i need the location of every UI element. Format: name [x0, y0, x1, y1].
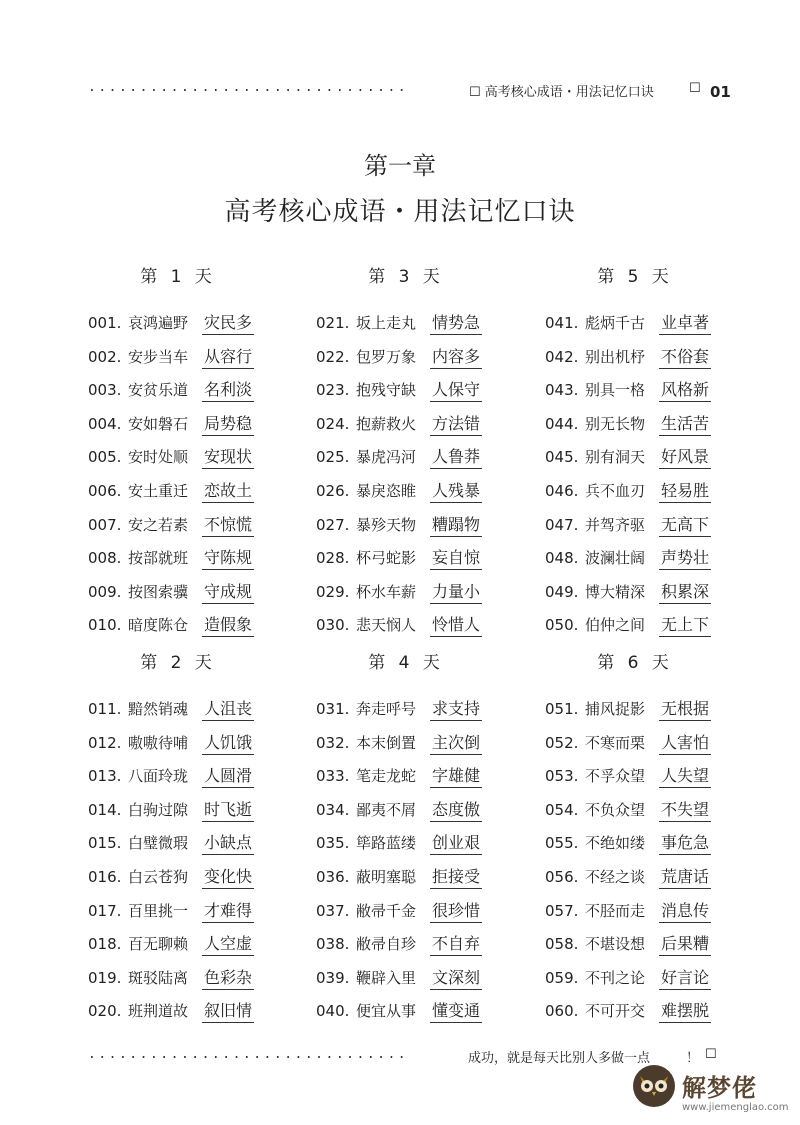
- entry-answer: 文深刻: [430, 965, 482, 990]
- entry-number: 033.: [316, 767, 350, 786]
- entry-answer: 求支持: [430, 696, 482, 721]
- page-number: 01: [710, 83, 731, 101]
- entry-answer: 不惊慌: [202, 512, 254, 537]
- entry-number: 032.: [316, 733, 350, 752]
- entry-answer: 人害怕: [659, 730, 711, 755]
- entry-idiom: 百里挑一: [128, 901, 189, 920]
- entry-number: 058.: [545, 935, 579, 954]
- entry-answer: 人空虚: [202, 931, 254, 956]
- list-item: [88, 579, 318, 609]
- list-item: [88, 444, 318, 474]
- entry-answer: 内容多: [430, 344, 482, 369]
- list-item: [545, 797, 775, 827]
- entry-number: 003.: [88, 381, 122, 400]
- list-item: [316, 830, 546, 860]
- entry-idiom: 鞭辟入里: [356, 968, 417, 987]
- list-item: [88, 545, 318, 575]
- watermark-url: www.jiemenglao.com: [682, 1102, 789, 1113]
- entry-number: 047.: [545, 515, 579, 534]
- header-title-text: 高考核心成语・用法记忆口诀: [484, 85, 654, 100]
- entry-idiom: 安之若素: [128, 515, 189, 534]
- entry-idiom: 伯仲之间: [585, 616, 646, 635]
- watermark: [632, 1062, 792, 1118]
- entry-idiom: 不寒而栗: [585, 733, 646, 752]
- entry-answer: 人失望: [659, 763, 711, 788]
- entry-answer: 业卓著: [659, 310, 711, 335]
- entry-idiom: 捕风捉影: [585, 700, 646, 718]
- entry-idiom: 便宜从事: [356, 1002, 417, 1021]
- entry-answer: 难摆脱: [659, 998, 711, 1023]
- entry-idiom: 杯水车薪: [356, 582, 417, 601]
- day-label: 第 3 天: [368, 267, 444, 287]
- entry-idiom: 白云苍狗: [128, 868, 189, 886]
- entry-number: 053.: [545, 767, 579, 786]
- header-box-right: ☐: [689, 81, 701, 96]
- entry-number: 039.: [316, 968, 350, 987]
- entry-idiom: 八面玲珑: [128, 767, 189, 786]
- list-item: [316, 612, 546, 642]
- entry-number: 044.: [545, 414, 579, 433]
- entry-answer: 情势急: [430, 310, 482, 335]
- entry-idiom: 本末倒置: [356, 733, 417, 752]
- day-label: 第 4 天: [368, 653, 444, 673]
- entry-answer: 色彩杂: [202, 965, 254, 990]
- list-item: [545, 931, 775, 961]
- entry-idiom: 不负众望: [585, 800, 646, 819]
- entry-number: 002.: [88, 347, 122, 366]
- entry-answer: 主次倒: [430, 730, 482, 755]
- list-item: [316, 965, 546, 995]
- entry-number: 049.: [545, 582, 579, 601]
- list-item: [316, 931, 546, 961]
- entry-answer: 创业艰: [430, 830, 482, 855]
- entry-idiom: 暴殄天物: [356, 515, 417, 534]
- entry-answer: 怜惜人: [430, 612, 482, 637]
- entry-number: 035.: [316, 834, 350, 853]
- entry-answer: 小缺点: [202, 830, 254, 855]
- entry-idiom: 鄙夷不屑: [356, 800, 417, 819]
- entry-answer: 方法错: [430, 411, 482, 436]
- entry-number: 042.: [545, 347, 579, 366]
- day-label: 第 5 天: [597, 267, 673, 287]
- entry-number: 013.: [88, 767, 122, 786]
- list-item: [88, 512, 318, 542]
- watermark-brand: 解梦佬: [682, 1073, 757, 1102]
- entry-number: 059.: [545, 968, 579, 987]
- page-header: [88, 80, 738, 104]
- list-item: [316, 545, 546, 575]
- list-item: [545, 512, 775, 542]
- entry-number: 030.: [316, 616, 350, 635]
- list-item: [545, 830, 775, 860]
- list-item: [316, 696, 546, 726]
- entry-answer: 人鲁莽: [430, 444, 482, 469]
- list-item: [88, 830, 318, 860]
- entry-answer: 不自弃: [430, 931, 482, 956]
- entry-number: 025.: [316, 448, 350, 467]
- entry-number: 024.: [316, 414, 350, 433]
- entry-idiom: 暗度陈仓: [128, 616, 189, 635]
- entry-idiom: 按部就班: [128, 549, 189, 568]
- list-item: [545, 579, 775, 609]
- entry-idiom: 别有洞天: [585, 448, 646, 467]
- entry-idiom: 悲天悯人: [356, 616, 417, 635]
- entry-answer: 人保守: [430, 377, 482, 402]
- entry-number: 006.: [88, 482, 122, 500]
- entry-number: 054.: [545, 800, 579, 819]
- entry-number: 046.: [545, 482, 579, 500]
- entry-answer: 人圆滑: [202, 763, 254, 788]
- entry-answer: 守成规: [202, 579, 254, 604]
- entry-idiom: 百无聊赖: [128, 935, 189, 954]
- entry-number: 028.: [316, 549, 350, 568]
- list-item: [545, 898, 775, 928]
- list-item: [316, 998, 546, 1028]
- list-item: [316, 763, 546, 793]
- entry-number: 034.: [316, 800, 350, 819]
- entry-idiom: 并驾齐驱: [585, 515, 646, 534]
- entry-idiom: 不堪设想: [585, 935, 646, 954]
- list-item: [88, 898, 318, 928]
- entry-number: 020.: [88, 1002, 122, 1021]
- entry-number: 011.: [88, 700, 122, 718]
- entry-number: 060.: [545, 1002, 579, 1021]
- entry-idiom: 包罗万象: [356, 347, 417, 366]
- entry-idiom: 蔽明塞聪: [356, 868, 417, 886]
- entry-idiom: 嗷嗷待哺: [128, 733, 189, 752]
- list-item: [545, 545, 775, 575]
- entry-idiom: 哀鸿遍野: [128, 314, 189, 332]
- list-item: [545, 998, 775, 1028]
- list-item: [316, 512, 546, 542]
- footer-slogan: 成功，就是每天比别人多做一点: [468, 1051, 651, 1066]
- entry-idiom: 彪炳千古: [585, 314, 646, 332]
- entry-answer: 很珍惜: [430, 898, 482, 923]
- entry-number: 018.: [88, 935, 122, 954]
- entry-number: 029.: [316, 582, 350, 601]
- day-label: 第 2 天: [140, 653, 216, 673]
- entry-answer: 从容行: [202, 344, 254, 369]
- list-item: [316, 579, 546, 609]
- list-item: [88, 612, 318, 642]
- entry-number: 007.: [88, 515, 122, 534]
- entry-answer: 时飞逝: [202, 797, 254, 822]
- entry-number: 051.: [545, 700, 579, 718]
- entry-answer: 名利淡: [202, 377, 254, 402]
- entry-answer: 好言论: [659, 965, 711, 990]
- entry-idiom: 抱薪救火: [356, 414, 417, 433]
- entry-idiom: 不孚众望: [585, 767, 646, 786]
- entry-number: 040.: [316, 1002, 350, 1021]
- list-item: [545, 965, 775, 995]
- entry-answer: 轻易胜: [659, 478, 711, 503]
- list-item: [545, 411, 775, 441]
- entry-idiom: 波澜壮阔: [585, 549, 646, 568]
- list-item: [88, 344, 318, 374]
- entry-answer: 人残暴: [430, 478, 482, 503]
- entry-number: 021.: [316, 314, 350, 332]
- entry-idiom: 兵不血刃: [585, 482, 646, 500]
- entry-answer: 无根据: [659, 696, 711, 721]
- entry-number: 027.: [316, 515, 350, 534]
- entry-number: 041.: [545, 314, 579, 332]
- entry-answer: 局势稳: [202, 411, 254, 436]
- entry-number: 048.: [545, 549, 579, 568]
- list-item: [88, 377, 318, 407]
- entry-number: 019.: [88, 968, 122, 987]
- entry-answer: 不失望: [659, 797, 711, 822]
- header-dot-leader: ...............................: [88, 80, 409, 95]
- list-item: [88, 310, 318, 340]
- entry-number: 036.: [316, 868, 350, 886]
- page-title: 高考核心成语・用法记忆口诀: [224, 197, 576, 227]
- entry-number: 015.: [88, 834, 122, 853]
- entry-answer: 妄自惊: [430, 545, 482, 570]
- entry-number: 008.: [88, 549, 122, 568]
- list-item: [545, 344, 775, 374]
- list-item: [316, 310, 546, 340]
- entry-answer: 好风景: [659, 444, 711, 469]
- entry-answer: 造假象: [202, 612, 254, 637]
- entry-idiom: 按图索骥: [128, 582, 189, 601]
- entry-answer: 积累深: [659, 579, 711, 604]
- entry-number: 014.: [88, 800, 122, 819]
- entry-idiom: 博大精深: [585, 582, 646, 601]
- entry-idiom: 杯弓蛇影: [356, 549, 417, 568]
- footer-dot-leader: ...............................: [88, 1047, 409, 1062]
- entry-idiom: 安时处顺: [128, 448, 189, 467]
- entry-answer: 灾民多: [202, 310, 254, 335]
- entry-idiom: 不可开交: [585, 1002, 646, 1021]
- entry-answer: 无上下: [659, 612, 711, 637]
- entry-number: 038.: [316, 935, 350, 954]
- list-item: [316, 898, 546, 928]
- footer-exclaim: ！: [686, 1051, 700, 1066]
- list-item: [88, 965, 318, 995]
- entry-answer: 声势壮: [659, 545, 711, 570]
- entry-answer: 态度傲: [430, 797, 482, 822]
- entry-idiom: 白璧微瑕: [128, 834, 189, 853]
- entry-number: 017.: [88, 901, 122, 920]
- entry-answer: 后果糟: [659, 931, 711, 956]
- entry-number: 004.: [88, 414, 122, 433]
- entry-answer: 叙旧情: [202, 998, 254, 1023]
- entry-number: 056.: [545, 868, 579, 886]
- entry-idiom: 抱残守缺: [356, 381, 417, 400]
- entry-idiom: 别无长物: [585, 414, 646, 433]
- list-item: [545, 730, 775, 760]
- list-item: [88, 931, 318, 961]
- entry-idiom: 班荆道故: [128, 1002, 189, 1021]
- entry-idiom: 不胫而走: [585, 901, 646, 920]
- entry-number: 050.: [545, 616, 579, 635]
- day-label: 第 1 天: [140, 267, 216, 287]
- entry-idiom: 别具一格: [585, 381, 646, 400]
- list-item: [316, 478, 546, 508]
- entry-idiom: 笔走龙蛇: [356, 767, 417, 786]
- entry-idiom: 安土重迁: [128, 482, 189, 500]
- entry-number: 009.: [88, 582, 122, 601]
- entry-answer: 拒接受: [430, 864, 482, 889]
- footer-box: ☐: [705, 1047, 717, 1062]
- entry-idiom: 暴戾恣睢: [356, 482, 417, 500]
- entry-number: 005.: [88, 448, 122, 467]
- list-item: [316, 730, 546, 760]
- list-item: [545, 864, 775, 894]
- list-item: [316, 411, 546, 441]
- entry-number: 031.: [316, 700, 350, 718]
- entry-number: 052.: [545, 733, 579, 752]
- entry-answer: 恋故土: [202, 478, 254, 503]
- entry-idiom: 暴虎冯河: [356, 448, 417, 467]
- list-item: [316, 444, 546, 474]
- entry-number: 022.: [316, 347, 350, 366]
- entry-number: 016.: [88, 868, 122, 886]
- entry-answer: 字雄健: [430, 763, 482, 788]
- list-item: [545, 478, 775, 508]
- entry-answer: 不俗套: [659, 344, 711, 369]
- list-item: [88, 864, 318, 894]
- entry-idiom: 不刊之论: [585, 968, 646, 987]
- entry-idiom: 坂上走丸: [356, 314, 417, 332]
- entry-idiom: 安贫乐道: [128, 381, 189, 400]
- list-item: [545, 444, 775, 474]
- list-item: [545, 763, 775, 793]
- list-item: [545, 310, 775, 340]
- entry-number: 037.: [316, 901, 350, 920]
- entry-number: 057.: [545, 901, 579, 920]
- entry-idiom: 敝帚自珍: [356, 935, 417, 954]
- entry-answer: 人沮丧: [202, 696, 254, 721]
- header-title: [469, 81, 654, 100]
- entry-answer: 变化快: [202, 864, 254, 889]
- list-item: [316, 377, 546, 407]
- entry-idiom: 筚路蓝缕: [356, 834, 417, 853]
- header-box-left: ☐: [469, 85, 481, 100]
- list-item: [88, 763, 318, 793]
- entry-idiom: 安步当车: [128, 347, 189, 366]
- entry-idiom: 安如磐石: [128, 414, 189, 433]
- day-label: 第 6 天: [597, 653, 673, 673]
- entry-idiom: 不绝如缕: [585, 834, 646, 853]
- entry-answer: 才难得: [202, 898, 254, 923]
- list-item: [88, 730, 318, 760]
- entry-number: 055.: [545, 834, 579, 853]
- entry-idiom: 白驹过隙: [128, 800, 189, 819]
- list-item: [545, 377, 775, 407]
- entry-answer: 人饥饿: [202, 730, 254, 755]
- chapter-heading: 第一章: [364, 152, 436, 180]
- list-item: [316, 797, 546, 827]
- list-item: [88, 998, 318, 1028]
- entry-answer: 力量小: [430, 579, 482, 604]
- owl-logo-icon: [632, 1064, 676, 1108]
- entry-number: 026.: [316, 482, 350, 500]
- entry-answer: 生活苦: [659, 411, 711, 436]
- entry-number: 045.: [545, 448, 579, 467]
- entry-number: 012.: [88, 733, 122, 752]
- list-item: [88, 696, 318, 726]
- entry-number: 023.: [316, 381, 350, 400]
- list-item: [316, 344, 546, 374]
- list-item: [88, 797, 318, 827]
- entry-answer: 懂变通: [430, 998, 482, 1023]
- list-item: [545, 612, 775, 642]
- entry-answer: 消息传: [659, 898, 711, 923]
- entry-number: 010.: [88, 616, 122, 635]
- list-item: [88, 411, 318, 441]
- entry-number: 001.: [88, 314, 122, 332]
- entry-idiom: 别出机杼: [585, 347, 646, 366]
- list-item: [545, 696, 775, 726]
- entry-answer: 安现状: [202, 444, 254, 469]
- entry-number: 043.: [545, 381, 579, 400]
- list-item: [88, 478, 318, 508]
- entry-answer: 无高下: [659, 512, 711, 537]
- entry-idiom: 黯然销魂: [128, 700, 189, 718]
- entry-idiom: 敝帚千金: [356, 901, 417, 920]
- entry-idiom: 斑驳陆离: [128, 968, 189, 987]
- entry-answer: 荒唐话: [659, 864, 711, 889]
- entry-answer: 糟蹋物: [430, 512, 482, 537]
- entry-idiom: 奔走呼号: [356, 700, 417, 718]
- entry-answer: 守陈规: [202, 545, 254, 570]
- entry-answer: 风格新: [659, 377, 711, 402]
- entry-idiom: 不经之谈: [585, 868, 646, 886]
- entry-answer: 事危急: [659, 830, 711, 855]
- list-item: [316, 864, 546, 894]
